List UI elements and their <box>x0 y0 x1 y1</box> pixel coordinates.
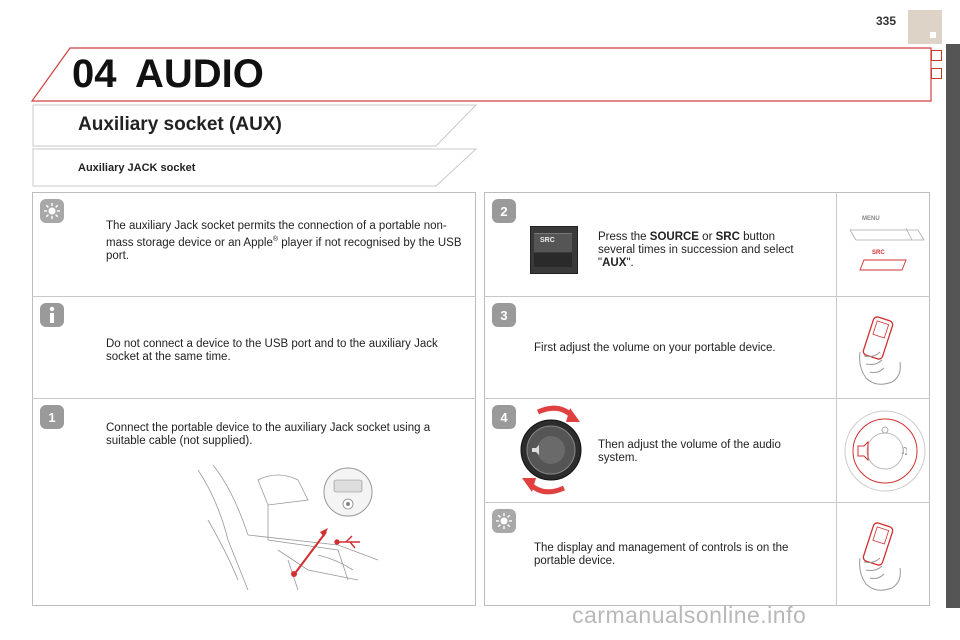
step-2-text: Press the SOURCE or SRC button several times in succession and select "AUX". <box>598 231 794 269</box>
volume-knob-icon <box>516 400 586 500</box>
tip-text: The auxiliary Jack socket permits the connection of a portable non-mass storage device or an Apple® player if not recognised by the USB port. <box>106 220 462 262</box>
src-button-photo: SRC <box>530 226 578 274</box>
console-jack-illustration <box>188 460 388 600</box>
step-3-text: First adjust the volume on your portable device. <box>534 342 776 354</box>
page-number: 335 <box>875 14 896 28</box>
section-title: Auxiliary socket (AUX) <box>78 114 282 135</box>
lightbulb-icon <box>492 509 516 533</box>
watermark: carmanualsonline.info <box>572 602 807 628</box>
divider <box>484 502 930 503</box>
info-icon <box>40 303 64 327</box>
src-label: SRC <box>872 250 885 256</box>
step-1-text: Connect the portable device to the auxiliary Jack socket using a suitable cable (not supplied). <box>106 422 431 447</box>
lightbulb-icon <box>40 199 64 223</box>
divider <box>484 398 930 399</box>
dashboard-src-illustration <box>846 210 926 274</box>
step-4-text: Then adjust the volume of the audio system. <box>598 439 781 464</box>
hand-device-icon <box>852 518 912 598</box>
step-1-badge: 1 <box>40 405 64 429</box>
sidebar-strip <box>946 44 960 608</box>
chapter-title: AUDIO <box>135 52 264 96</box>
divider <box>32 296 476 297</box>
step-4-badge: 4 <box>492 405 516 429</box>
divider <box>836 192 837 606</box>
divider <box>32 398 476 399</box>
step-3-badge: 3 <box>492 303 516 327</box>
step-2-badge: 2 <box>492 199 516 223</box>
divider <box>484 296 930 297</box>
svg-text:♫: ♫ <box>900 446 909 457</box>
corner-tab <box>908 10 942 44</box>
audio-knob-illustration <box>840 404 930 498</box>
usb-icon <box>335 536 360 548</box>
jack-closeup <box>324 468 372 516</box>
menu-label: MENU <box>862 216 880 222</box>
chapter-number: 04 <box>72 52 117 96</box>
warning-text: Do not connect a device to the USB port and to the auxiliary Jack socket at the same time. <box>106 338 438 363</box>
subsection-title: Auxiliary JACK socket <box>78 162 196 174</box>
hand-device-icon <box>852 312 912 392</box>
tip-text-2: The display and management of controls is on the portable device. <box>534 542 789 567</box>
